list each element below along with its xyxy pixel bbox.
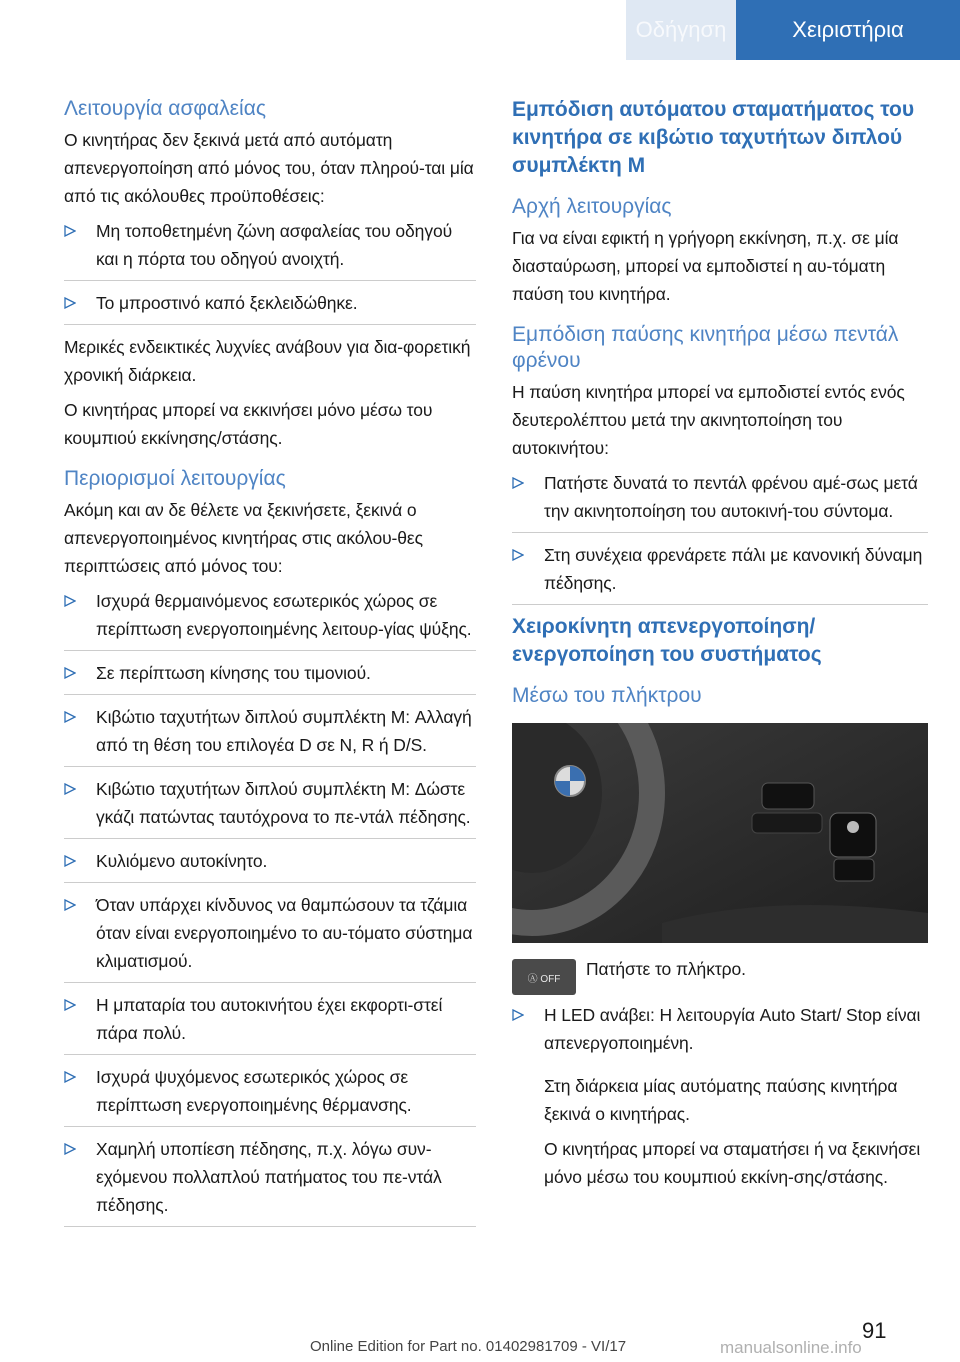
manual-toggle-heading: Χειροκίνητη απενεργοποίηση/ ενεργοποίηση του συστήματος xyxy=(512,615,822,666)
list-item: Σε περίπτωση κίνησης του τιμονιού. xyxy=(64,659,476,695)
page-number: 91 xyxy=(862,1318,887,1343)
press-button-text: Πατήστε το πλήκτρο. xyxy=(586,959,746,979)
list-item: Κυλιόμενο αυτοκίνητο. xyxy=(64,847,476,883)
brake-pedal-text: Η παύση κινητήρα μπορεί να εμποδιστεί εντός ενός δευτερολέπτου μετά την ακινητοποίηση του αυτοκινήτου: xyxy=(512,382,905,458)
triangle-bullet-icon xyxy=(64,703,80,731)
left-column xyxy=(64,96,476,1235)
function-limits-intro: Ακόμη και αν δε θέλετε να ξεκινήσετε, ξεκινά ο απενεργοποιημένος κινητήρας στις ακόλου‐θες περιπτώσεις από μόνος του: xyxy=(64,500,423,576)
watermark: manualsonline.info xyxy=(720,1338,862,1357)
triangle-bullet-icon xyxy=(64,1135,80,1163)
safety-mode-heading: Λειτουργία ασφαλείας xyxy=(64,97,266,120)
function-limits-list xyxy=(64,587,476,1227)
auto-start-stop-button: Ⓐ OFF xyxy=(512,959,576,995)
list-item: Ισχυρά θερμαινόμενος εσωτερικός χώρος σε περίπτωση ενεργοποιημένης λειτουρ‐γίας ψύξης. xyxy=(64,587,476,651)
list-item: Πατήστε δυνατά το πεντάλ φρένου αμέ‐σως μετά την ακινητοποίηση του αυτοκινή‐του σύντομα. xyxy=(512,469,928,533)
list-item: Το μπροστινό καπό ξεκλειδώθηκε. xyxy=(64,289,476,325)
list-item: Χαμηλή υποπίεση πέδησης, π.χ. λόγω συν‐εχόμενου πολλαπλού πατήματος του πε‐ντάλ πέδησης. xyxy=(64,1135,476,1227)
header-tabs xyxy=(626,0,960,60)
via-button-heading: Μέσω του πλήκτρου xyxy=(512,684,702,707)
prevent-auto-stop-heading: Εμπόδιση αυτόματου σταματήματος του κινητήρα σε κιβώτιο ταχυτήτων διπλού συμπλέκτη M xyxy=(512,98,915,177)
start-stop-only-note: Ο κινητήρας μπορεί να σταματήσει ή να ξεκινήσει μόνο μέσω του κουμπιού εκκίνη‐σης/στάσης. xyxy=(544,1139,921,1187)
triangle-bullet-icon xyxy=(64,587,80,615)
button-instruction xyxy=(512,955,928,991)
triangle-bullet-icon xyxy=(512,469,528,497)
principle-heading: Αρχή λειτουργίας xyxy=(512,195,672,218)
list-item: Κιβώτιο ταχυτήτων διπλού συμπλέκτη M: Αλλαγή από τη θέση του επιλογέα D σε N, R ή D/S. xyxy=(64,703,476,767)
edition-footer: Online Edition for Part no. 01402981709 - VI/17 xyxy=(310,1338,627,1355)
function-limits-heading: Περιορισμοί λειτουργίας xyxy=(64,467,286,490)
led-list xyxy=(512,1001,928,1064)
list-item: Η μπαταρία του αυτοκινήτου έχει εκφορτι‐στεί πάρα πολύ. xyxy=(64,991,476,1055)
list-item: Η LED ανάβει: Η λειτουργία Auto Start/ Stop είναι απενεργοποιημένη. xyxy=(512,1001,928,1064)
triangle-bullet-icon xyxy=(64,659,80,687)
safety-mode-intro: Ο κινητήρας δεν ξεκινά μετά από αυτόματη απενεργοποίηση από μόνος του, όταν πληρού‐ται μία από τις ακόλουθες προϋποθέσεις: xyxy=(64,130,474,206)
triangle-bullet-icon xyxy=(64,891,80,919)
list-item: Στη συνέχεια φρενάρετε πάλι με κανονική δύναμη πέδησης. xyxy=(512,541,928,605)
tab-driving[interactable]: Οδήγηση xyxy=(626,0,736,60)
start-button-note: Ο κινητήρας μπορεί να εκκινήσει μόνο μέσω του κουμπιού εκκίνησης/στάσης. xyxy=(64,400,433,448)
list-item: Κιβώτιο ταχυτήτων διπλού συμπλέκτη M: Δώστε γκάζι πατώντας ταυτόχρονα το πε‐ντάλ πέδησης. xyxy=(64,775,476,839)
tab-controls[interactable]: Χειριστήρια xyxy=(736,0,960,60)
list-item: Όταν υπάρχει κίνδυνος να θαμπώσουν τα τζάμια όταν είναι ενεργοποιημένο το αυ‐τόματο σύστημα κλιματισμού. xyxy=(64,891,476,983)
principle-text: Για να είναι εφικτή η γρήγορη εκκίνηση, π.χ. σε μία διασταύρωση, μπορεί να εμποδιστεί η αυ‐τόματη παύση του κινητήρα. xyxy=(512,228,899,304)
brake-pedal-list xyxy=(512,469,928,605)
triangle-bullet-icon xyxy=(64,217,80,245)
right-column xyxy=(512,96,928,1198)
list-item: Ισχυρά ψυχόμενος εσωτερικός χώρος σε περίπτωση ενεργοποιημένης θέρμανσης. xyxy=(64,1063,476,1127)
triangle-bullet-icon xyxy=(64,847,80,875)
brake-pedal-heading: Εμπόδιση παύσης κινητήρα μέσω πεντάλ φρένου xyxy=(512,323,899,372)
triangle-bullet-icon xyxy=(512,1001,528,1029)
engine-starts-note: Στη διάρκεια μίας αυτόματης παύσης κινητήρα ξεκινά ο κινητήρας. xyxy=(544,1076,898,1124)
indicator-lights-note: Μερικές ενδεικτικές λυχνίες ανάβουν για δια‐φορετική χρονική διάρκεια. xyxy=(64,337,471,385)
triangle-bullet-icon xyxy=(512,541,528,569)
triangle-bullet-icon xyxy=(64,991,80,1019)
triangle-bullet-icon xyxy=(64,775,80,803)
list-item: Μη τοποθετημένη ζώνη ασφαλείας του οδηγού και η πόρτα του οδηγού ανοιχτή. xyxy=(64,217,476,281)
triangle-bullet-icon xyxy=(64,289,80,317)
steering-wheel-photo xyxy=(512,723,928,943)
triangle-bullet-icon xyxy=(64,1063,80,1091)
safety-conditions-list xyxy=(64,217,476,325)
